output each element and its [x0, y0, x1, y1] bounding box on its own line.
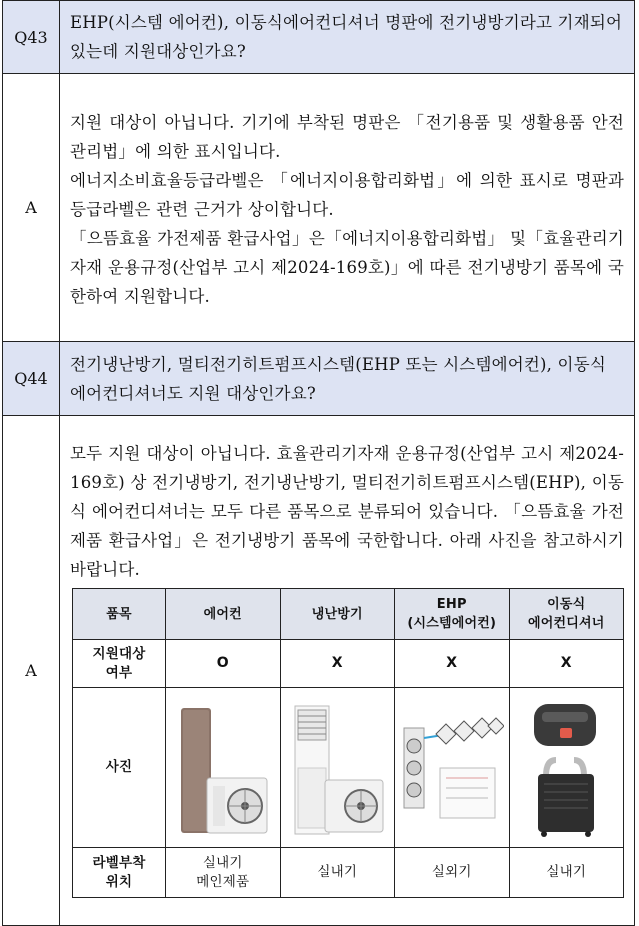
header-cell: 품목: [73, 589, 166, 640]
row-label: 사진: [73, 688, 166, 848]
question-number: Q43: [3, 1, 60, 74]
location-cell: 실내기 메인제품: [166, 848, 281, 898]
product-comparison-table: [72, 588, 624, 898]
answer-paragraph: 「으뜸효율 가전제품 환급사업」은「에너지이용합리화법」 및「효율관리기자재 운용규정(산업부 고시 제2024-169호)」에 따른 전기냉방기 품목에 국한하여 지원합니다.: [70, 229, 624, 306]
photo-cell: [509, 688, 624, 848]
eligibility-mark: X: [280, 640, 395, 688]
question-text: 전기냉난방기, 멀티전기히트펌프시스템(EHP 또는 시스템에어컨), 이동식 에어컨디셔너도 지원 대상인가요?: [60, 342, 635, 416]
photo-cell: [280, 688, 395, 848]
row-label: 지원대상 여부: [73, 640, 166, 688]
location-cell: 실외기: [395, 848, 510, 898]
portable-aircon-icon: [516, 698, 616, 838]
question-number: Q44: [3, 342, 60, 416]
photo-cell: [395, 688, 510, 848]
header-cell: 에어컨: [166, 589, 281, 640]
header-cell: 냉난방기: [280, 589, 395, 640]
standing-aircon-with-outdoor-unit-icon: [173, 698, 273, 838]
faq-table: [2, 0, 635, 926]
ceiling-unit-aircon-with-outdoor-unit-icon: [287, 698, 387, 838]
answer-row-q44: [3, 416, 635, 926]
table-row-eligibility: [73, 640, 624, 688]
photo-cell: [166, 688, 281, 848]
answer-label: A: [3, 74, 60, 342]
table-row-photo: [73, 688, 624, 848]
answer-label: A: [3, 416, 60, 926]
row-label: 라벨부착 위치: [73, 848, 166, 898]
location-cell: 실내기: [509, 848, 624, 898]
table-row-label-location: [73, 848, 624, 898]
header-cell: EHP (시스템에어컨): [395, 589, 510, 640]
eligibility-mark: O: [166, 640, 281, 688]
answer-paragraph: 모두 지원 대상이 아닙니다. 효율관리기자재 운용규정(산업부 고시 제2024-169호) 상 전기냉방기, 전기냉난방기, 멀티전기히트펌프시스템(EHP), 이동식 에어컨디셔너는 모두 다른 품목으로 분류되어 있습니다. 「으뜸효율 가전제품 환급사업」은 전기냉방기 품목에 국한합니다. 아래 사진을 참고하시기 바랍니다.: [70, 444, 624, 579]
question-row-q43: [3, 1, 635, 74]
answer-row-q43: [3, 74, 635, 342]
eligibility-mark: X: [509, 640, 624, 688]
table-header-row: [73, 589, 624, 640]
question-row-q44: [3, 342, 635, 416]
answer-paragraph: 에너지소비효율등급라벨은 「에너지이용합리화법」에 의한 표시로 명판과 등급라벨은 관련 근거가 상이합니다.: [70, 171, 624, 219]
question-text: EHP(시스템 에어컨), 이동식에어컨디셔너 명판에 전기냉방기라고 기재되어 있는데 지원대상인가요?: [60, 1, 635, 74]
answer-text: [60, 416, 635, 926]
header-cell: 이동식 에어컨디셔너: [509, 589, 624, 640]
answer-paragraph: 지원 대상이 아닙니다. 기기에 부착된 명판은 「전기용품 및 생활용품 안전관리법」에 의한 표시입니다.: [70, 113, 624, 161]
ehp-system-diagram-icon: [400, 698, 504, 838]
eligibility-mark: X: [395, 640, 510, 688]
location-cell: 실내기: [280, 848, 395, 898]
answer-text: [60, 74, 635, 342]
